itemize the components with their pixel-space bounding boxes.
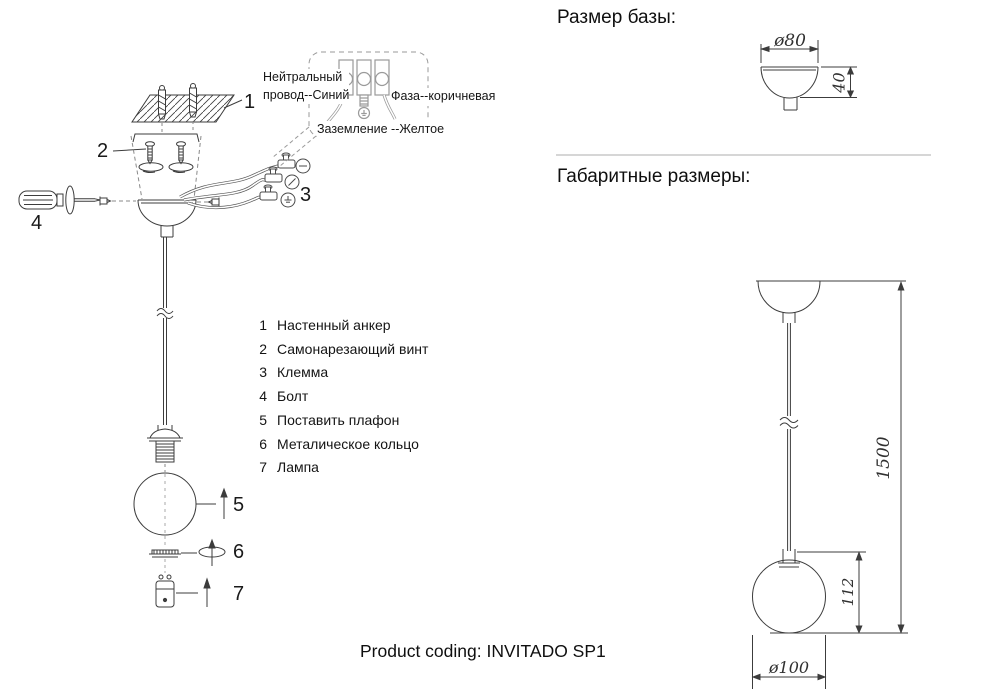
ground-wire-label: Заземление --Желтое bbox=[317, 121, 444, 139]
pendant-globe bbox=[753, 560, 826, 633]
suspension-cord bbox=[157, 237, 173, 425]
callout-number-7: 7 bbox=[233, 583, 245, 605]
part-number: 3 bbox=[259, 364, 267, 381]
neutral-symbol-icon bbox=[296, 159, 310, 173]
up-arrow-icon bbox=[221, 489, 227, 519]
part-number: 6 bbox=[259, 435, 267, 452]
part-name: Металическое кольцо bbox=[277, 435, 419, 452]
lamp-socket bbox=[147, 425, 183, 472]
parts-list-item bbox=[253, 409, 428, 433]
callout-leader-dash bbox=[272, 127, 309, 158]
neutral-wire-label-line1: Нейтральный bbox=[263, 70, 343, 84]
base-height-value: 40 bbox=[829, 72, 849, 93]
pendant-neck bbox=[778, 549, 800, 567]
bulb-icon bbox=[156, 575, 210, 607]
pendant-canopy bbox=[758, 281, 820, 313]
callout-number-4: 4 bbox=[31, 212, 43, 234]
callout-number-5: 5 bbox=[233, 494, 245, 516]
part-number: 2 bbox=[259, 340, 267, 357]
terminal-block bbox=[260, 185, 277, 200]
callout-terminal-ground bbox=[357, 60, 371, 119]
part-name: Лампа bbox=[277, 459, 319, 476]
parts-list-item bbox=[253, 314, 428, 338]
leader-line-2 bbox=[113, 149, 146, 151]
neutral-wire-label-line2: провод--Синий bbox=[263, 87, 350, 102]
ground-symbol-icon bbox=[359, 108, 370, 119]
canopy-projection-dashed bbox=[131, 136, 201, 199]
part-number: 1 bbox=[259, 317, 267, 333]
callout-number-2: 2 bbox=[97, 140, 109, 162]
part-name: Клемма bbox=[277, 364, 329, 381]
part-name: Самонарезающий винт bbox=[277, 340, 429, 357]
product-coding: Product coding: INVITADO SP1 bbox=[360, 641, 606, 661]
keyhole-slots bbox=[139, 163, 193, 173]
phase-wire-label: Фаза--коричневая bbox=[391, 88, 495, 106]
bolt-left-icon bbox=[100, 197, 136, 206]
glass-globe bbox=[134, 473, 227, 535]
part-number: 7 bbox=[259, 459, 267, 476]
neutral-wire-label bbox=[263, 69, 349, 104]
part-name: Настенный анкер bbox=[277, 317, 391, 333]
shade-diameter-value: ø100 bbox=[768, 658, 810, 677]
base-size-heading: Размер базы: bbox=[557, 7, 677, 28]
tapping-screw-icon bbox=[113, 142, 186, 164]
metal-ring bbox=[149, 536, 225, 573]
up-arrow-icon bbox=[204, 579, 210, 607]
connection-wires bbox=[180, 166, 278, 208]
total-length-value: 1500 bbox=[874, 436, 894, 480]
mounting-bracket bbox=[133, 121, 199, 142]
ceiling-plate bbox=[132, 95, 242, 122]
rotate-arrow-icon bbox=[199, 540, 225, 566]
part-number: 5 bbox=[259, 411, 267, 428]
part-name: Болт bbox=[277, 388, 309, 405]
canopy-dome bbox=[138, 200, 196, 237]
callout-number-1: 1 bbox=[244, 91, 256, 113]
parts-list-item bbox=[253, 361, 428, 385]
parts-list-item bbox=[253, 433, 428, 457]
shade-height-value: 112 bbox=[839, 577, 857, 607]
ground-symbol-icon bbox=[281, 193, 295, 207]
callout-number-3: 3 bbox=[300, 184, 312, 206]
screwdriver-icon bbox=[19, 186, 100, 214]
parts-list-item bbox=[253, 456, 428, 480]
part-number: 4 bbox=[259, 388, 267, 405]
part-name: Поставить плафон bbox=[277, 411, 400, 428]
parts-list-item bbox=[253, 385, 428, 409]
overall-size-heading: Габаритные размеры: bbox=[557, 166, 751, 187]
total-length-dimension bbox=[898, 282, 904, 633]
parts-list-item bbox=[253, 338, 428, 362]
phase-symbol-icon bbox=[285, 175, 299, 189]
callout-number-6: 6 bbox=[233, 541, 245, 563]
base-diameter-value: ø80 bbox=[774, 31, 806, 51]
parts-list bbox=[253, 314, 428, 480]
pendant-cord bbox=[780, 323, 798, 551]
